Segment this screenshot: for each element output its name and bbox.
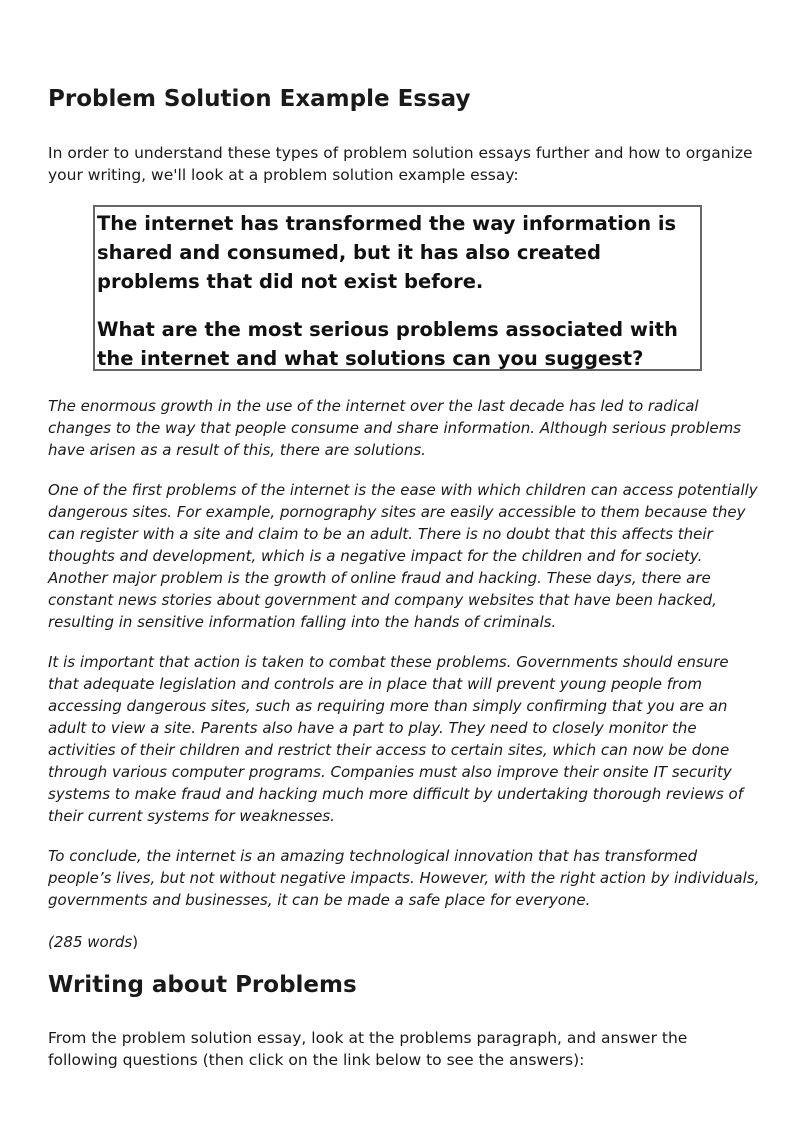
word-count-close: ) [132, 933, 139, 951]
page-title: Problem Solution Example Essay [48, 86, 471, 112]
intro-paragraph: In order to understand these types of problem solution essays further and how to organize your writing, we'll look at a problem solution example essay: [48, 144, 753, 184]
section-heading: Writing about Problems [48, 972, 357, 998]
word-count [48, 931, 138, 953]
essay-problems-paragraph: One of the first problems of the internet is the ease with which children can access potentially dangerous sites. For example, pornography sites are easily accessible to them because they can register with a site and claim to be an adult. There is no doubt that this affects their thoughts and development, which is a negative impact for the children and for society. Another major problem is the growth of online fraud and hacking. These days, there are constant news stories about government and company websites that have been hacked, resulting in sensitive information falling into the hands of criminals. [48, 481, 758, 631]
essay-introduction-paragraph: The enormous growth in the use of the internet over the last decade has led to radical changes to the way that people consume and share information. Although serious problems have arisen as a result of this, there are solutions. [48, 397, 741, 459]
essay-question-statement: The internet has transformed the way information is shared and consumed, but it has also created problems that did not exist before. [97, 212, 677, 293]
essay-conclusion-paragraph: To conclude, the internet is an amazing technological innovation that has transformed people’s lives, but not without negative impacts. However, with the right action by individuals, governments and businesses, it can be made a safe place for everyone. [48, 847, 760, 909]
questions-intro: From the problem solution essay, look at the problems paragraph, and answer the following questions (then click on the link below to see the answers): [48, 1029, 688, 1069]
word-count-text: (285 words [48, 933, 133, 951]
essay-question-box [93, 205, 702, 371]
essay-solutions-paragraph: It is important that action is taken to combat these problems. Governments should ensure that adequate legislation and controls are in place that will prevent young people from accessing dangerous sites, such as requiring more than simply confirming that you are an adult to view a site. Parents also have a part to play. They need to closely monitor the activities of their children and restrict their access to certain sites, which can now be done through various computer programs. Companies must also improve their onsite IT security systems to make fraud and hacking much more difficult by undertaking thorough reviews of their current systems for weaknesses. [48, 653, 744, 825]
essay-question-prompt: What are the most serious problems associated with the internet and what solutions can you suggest? [97, 318, 678, 370]
